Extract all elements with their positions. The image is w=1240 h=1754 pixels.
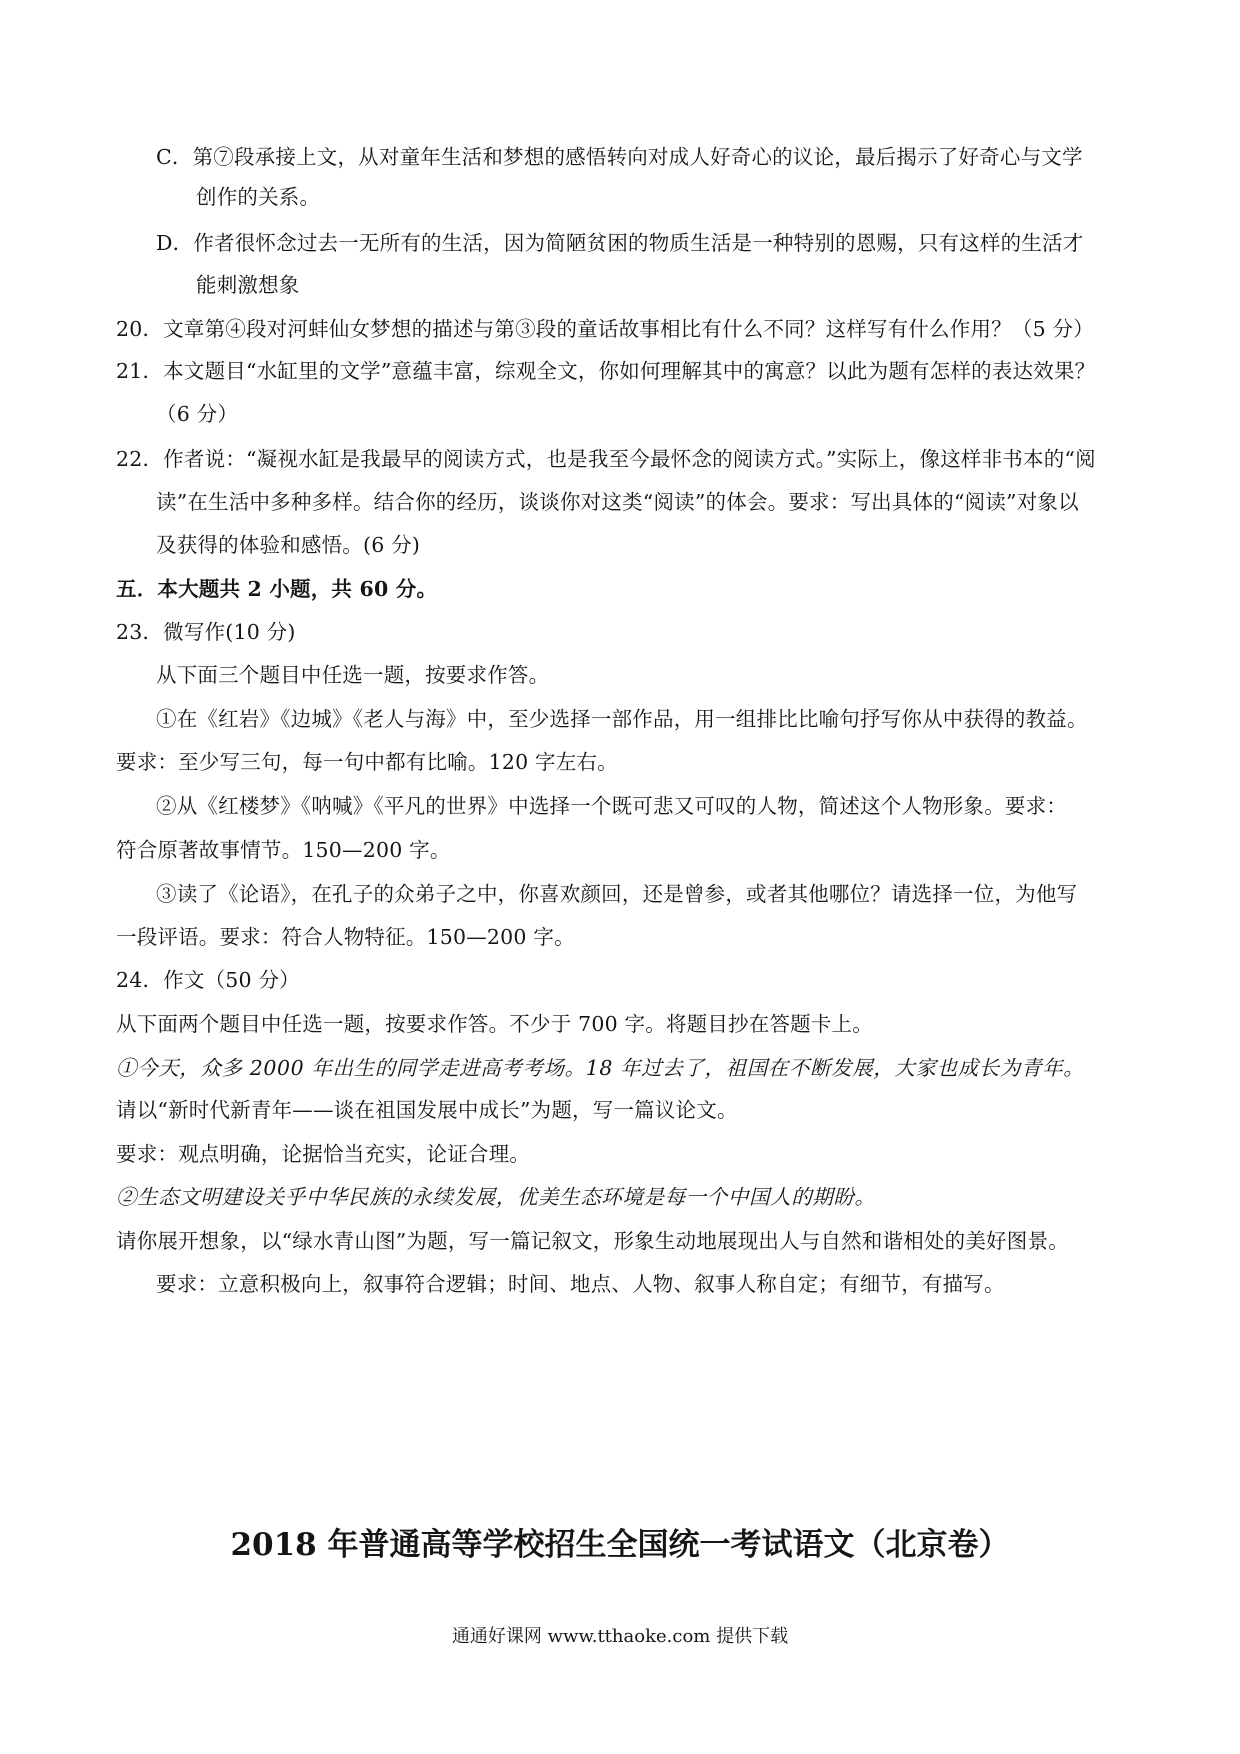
question-22-line2: 读”在生活中多种多样。结合你的经历，谈谈你对这类“阅读”的体会。要求：写出具体的“阅读”对象以 xyxy=(156,490,1079,514)
question-20: 20．文章第④段对河蚌仙女梦想的描述与第③段的童话故事相比有什么不同？这样写有什么作用？（5 分） xyxy=(116,317,1094,341)
question-23-title: 23．微写作(10 分) xyxy=(116,620,296,644)
question-23-intro: 从下面三个题目中任选一题，按要求作答。 xyxy=(156,663,550,687)
question-21-line1: 21．本文题目“水缸里的文学”意蕴丰富，综观全文，你如何理解其中的寓意？以此为题有怎样的表达效果？ xyxy=(116,359,1096,383)
question-23-option3-line2: 一段评语。要求：符合人物特征。150—200 字。 xyxy=(116,925,575,949)
question-23-option3-line1: ③读了《论语》，在孔子的众弟子之中，你喜欢颜回，还是曾参，或者其他哪位？请选择一位，为他写 xyxy=(156,882,1078,906)
option-d-line1: D．作者很怀念过去一无所有的生活，因为简陋贫困的物质生活是一种特别的恩赐，只有这样的生活才 xyxy=(156,231,1084,255)
page-footer: 通通好课网 www.tthaoke.com 提供下载 xyxy=(451,1626,789,1647)
question-24-option1-line1: ①今天，众多 2000 年出生的同学走进高考考场。18 年过去了，祖国在不断发展，大家也成长为青年。 xyxy=(116,1056,1085,1080)
question-23-option2-line1: ②从《红楼梦》《呐喊》《平凡的世界》中选择一个既可悲又可叹的人物，简述这个人物形象。要求： xyxy=(156,794,1067,818)
question-24-title: 24．作文（50 分） xyxy=(116,968,300,992)
question-24-option1-line3: 要求：观点明确，论据恰当充实，论证合理。 xyxy=(116,1142,530,1166)
question-23-option1-line2: 要求：至少写三句，每一句中都有比喻。120 字左右。 xyxy=(116,750,618,774)
question-23-option1-line1: ①在《红岩》《边城》《老人与海》中，至少选择一部作品，用一组排比比喻句抒写你从中获得的教益。 xyxy=(156,707,1088,731)
option-d-line2: 能刺激想象 xyxy=(196,273,300,297)
question-24-option2-line1: ②生态文明建设关乎中华民族的永续发展，优美生态环境是每一个中国人的期盼。 xyxy=(116,1185,876,1209)
section-5-heading: 五．本大题共 2 小题，共 60 分。 xyxy=(116,577,438,601)
option-c-line2: 创作的关系。 xyxy=(196,185,321,209)
question-22-line3: 及获得的体验和感悟。(6 分) xyxy=(156,533,421,557)
exam-title: 2018 年普通高等学校招生全国统一考试语文（北京卷） xyxy=(230,1527,1010,1563)
question-22-line1: 22．作者说：“凝视水缸是我最早的阅读方式，也是我至今最怀念的阅读方式。”实际上，像这样非书本的“阅 xyxy=(116,447,1096,471)
question-24-intro: 从下面两个题目中任选一题，按要求作答。不少于 700 字。将题目抄在答题卡上。 xyxy=(116,1012,873,1036)
question-24-option1-line2: 请以“新时代新青年——谈在祖国发展中成长”为题，写一篇议论文。 xyxy=(116,1098,738,1122)
question-21-line2: （6 分） xyxy=(156,402,239,426)
option-c-line1: C．第⑦段承接上文，从对童年生活和梦想的感悟转向对成人好奇心的议论，最后揭示了好奇心与文学 xyxy=(156,145,1083,169)
question-24-option2-line3: 要求：立意积极向上，叙事符合逻辑；时间、地点、人物、叙事人称自定；有细节，有描写。 xyxy=(156,1272,1005,1296)
question-23-option2-line2: 符合原著故事情节。150—200 字。 xyxy=(116,838,451,862)
question-24-option2-line2: 请你展开想象，以“绿水青山图”为题，写一篇记叙文，形象生动地展现出人与自然和谐相处的美好图景。 xyxy=(116,1229,1069,1253)
